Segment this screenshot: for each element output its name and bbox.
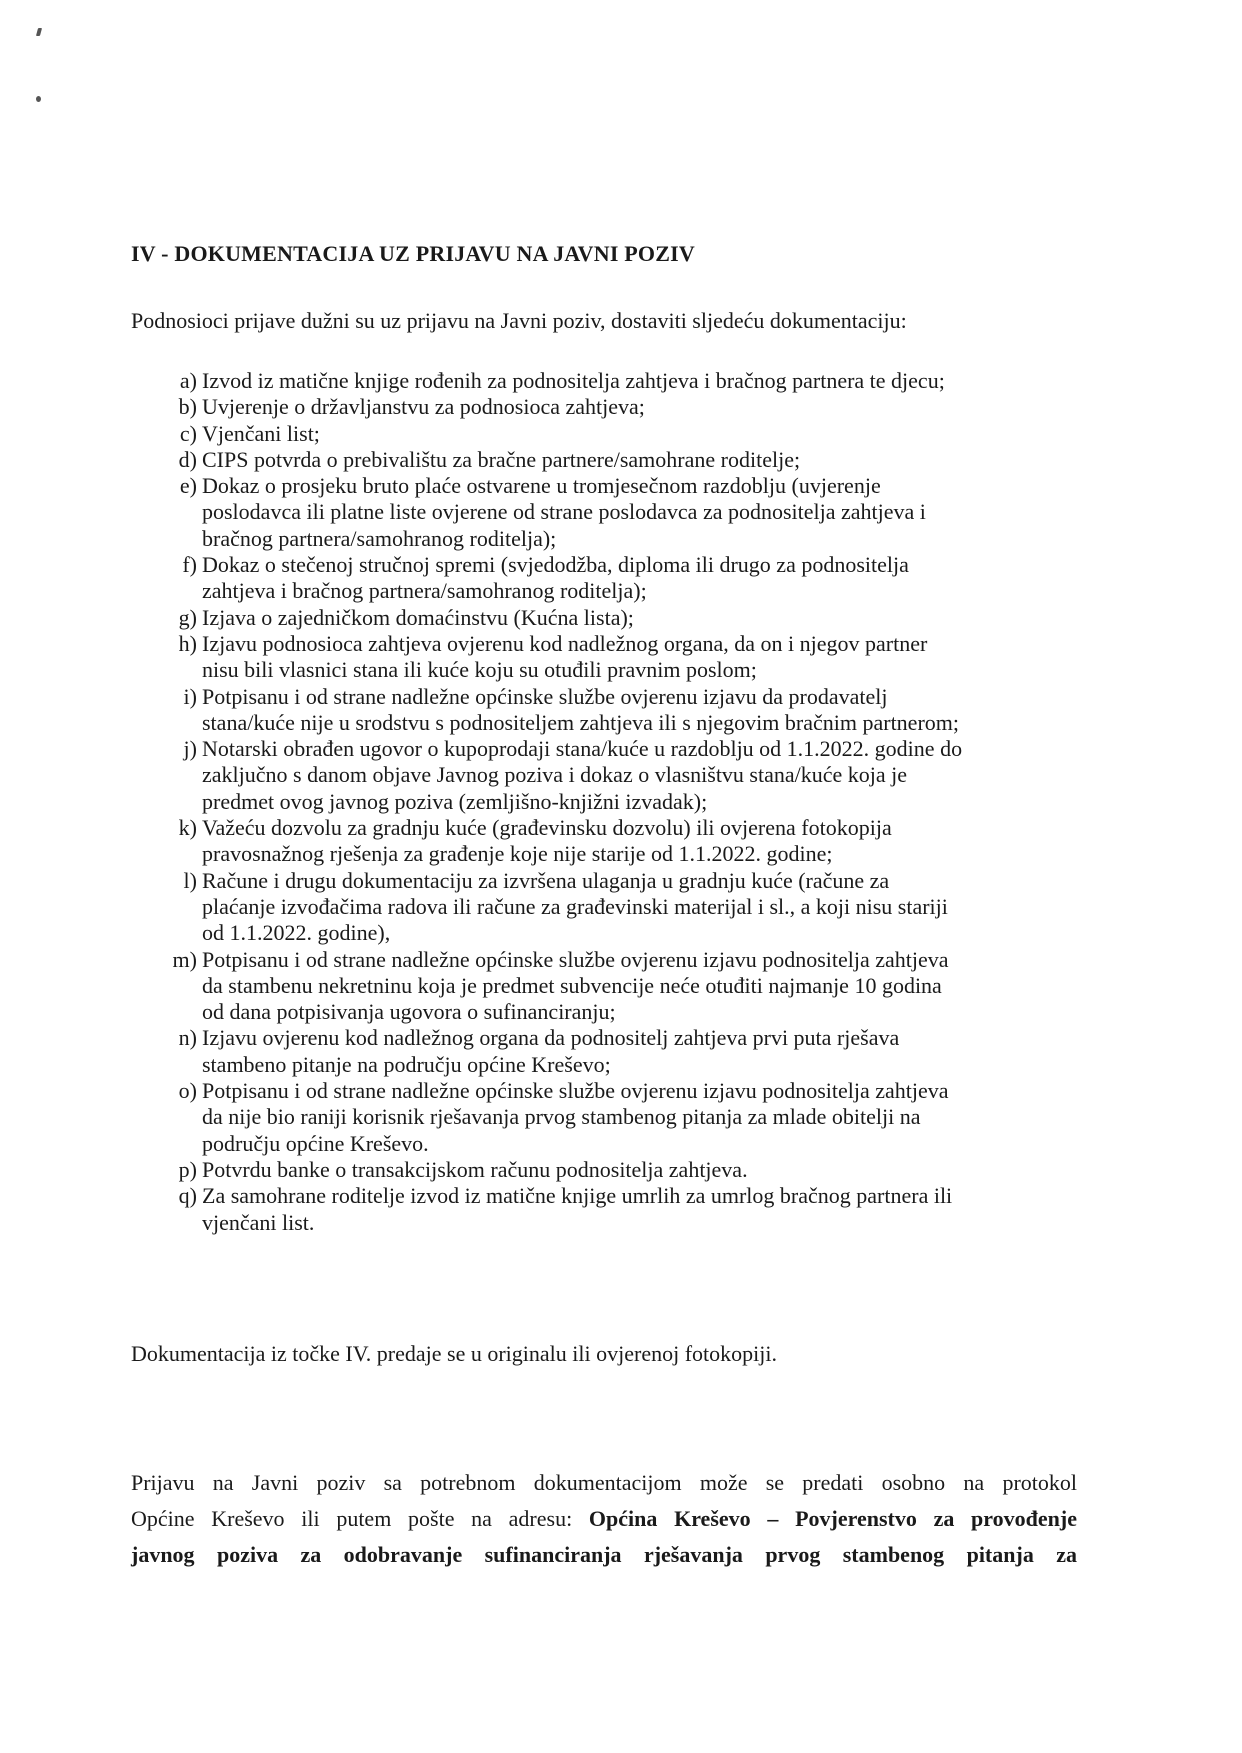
list-item — [155, 947, 1055, 1026]
list-item-letter: q) — [178, 1183, 197, 1209]
list-item-text: Račune i drugu dokumentaciju za izvršena ulaganja u gradnju kuće (račune za — [202, 867, 890, 893]
list-item-text: Za samohrane roditelje izvod iz matične knjige umrlih za umrlog bračnog partnera ili — [202, 1183, 953, 1209]
list-item — [155, 447, 1055, 473]
section-heading: IV - DOKUMENTACIJA UZ PRIJAVU NA JAVNI POZIV — [131, 241, 695, 266]
list-item-text: zahtjeva i bračnog partnera/samohranog roditelja); — [202, 578, 647, 604]
list-item-text: Izjava o zajedničkom domaćinstvu (Kućna lista); — [202, 604, 634, 630]
list-item-text: Izvod iz matične knjige rođenih za podnositelja zahtjeva i bračnog partnera te djecu; — [202, 368, 945, 393]
list-item-text: da nije bio raniji korisnik rješavanja prvog stambenog pitanja za mlade obitelji na — [202, 1104, 921, 1130]
submission-line: Prijavu na Javni poziv sa potrebnom dokumentacijom može se predati osobno na protokol — [131, 1470, 1077, 1495]
list-item-text: Dokaz o stečenoj stručnoj spremi (svjedodžba, diploma ili drugo za podnositelja — [202, 552, 909, 578]
list-item-letter: e) — [179, 473, 197, 499]
list-item-text: poslodavca ili platne liste ovjerene od strane poslodavca za podnositelja zahtjeva i — [202, 499, 926, 525]
list-item-text: da stambenu nekretninu koja je predmet subvencije neće otuđiti najmanje 10 godina — [202, 972, 942, 998]
list-item — [155, 1183, 1055, 1236]
list-item-text: Važeću dozvolu za gradnju kuće (građevinsku dozvolu) ili ovjerena fotokopija — [202, 815, 892, 841]
list-item-text: vjenčani list. — [202, 1209, 315, 1235]
list-item-text: plaćanje izvođačima radova ili račune za građevinski materijal i sl., a koji nisu stariji — [202, 893, 948, 919]
list-item-letter: k) — [178, 815, 197, 841]
list-item-text: pravosnažnog rješenja za građenje koje nije starije od 1.1.2022. godine; — [202, 841, 833, 867]
list-item-letter: a) — [179, 368, 197, 393]
intro-paragraph: Podnosioci prijave dužni su uz prijavu na Javni poziv, dostaviti sljedeću dokumentaciju: — [131, 308, 907, 333]
list-item-text: CIPS potvrda o prebivalištu za bračne partnere/samohrane roditelje; — [202, 446, 801, 472]
list-item — [155, 421, 1055, 447]
list-item-text: Uvjerenje o državljanstvu za podnosioca zahtjeva; — [202, 394, 645, 420]
list-item — [155, 868, 1055, 947]
list-item — [155, 1078, 1055, 1157]
list-item-letter: l) — [183, 867, 197, 893]
submission-text: Općine Kreševo ili putem pošte na adresu: — [131, 1506, 589, 1531]
list-item-letter: f) — [182, 552, 197, 578]
list-item — [155, 473, 1055, 552]
scan-speck — [36, 28, 42, 36]
list-item-text: Potvrdu banke o transakcijskom računu podnositelja zahtjeva. — [202, 1156, 748, 1182]
scan-speck — [36, 96, 41, 102]
list-item — [155, 736, 1055, 815]
list-item-text: predmet ovog javnog poziva (zemljišno-knjižni izvadak); — [202, 788, 708, 814]
submission-address: Općina Kreševo – Povjerenstvo za provođenje — [588, 1506, 1077, 1531]
list-item-text: Potpisanu i od strane nadležne općinske službe ovjerenu izjavu da prodavatelj — [202, 683, 888, 709]
documentation-list — [155, 368, 1055, 1236]
list-item-text: stambeno pitanje na području općine Kreševo; — [202, 1051, 611, 1077]
submission-address-continued: javnog poziva za odobravanje sufinanciranja rješavanja prvog stambenog pitanja za — [131, 1542, 1077, 1567]
list-item-text: stana/kuće nije u srodstvu s podnositeljem zahtjeva ili s njegovim bračnim partnerom; — [202, 709, 959, 735]
list-item — [155, 1157, 1055, 1183]
list-item-letter: o) — [178, 1078, 197, 1104]
list-item-letter: g) — [178, 604, 197, 630]
list-item-text: nisu bili vlasnici stana ili kuće koju su otuđili pravnim poslom; — [202, 657, 757, 683]
list-item-text: bračnog partnera/samohranog roditelja); — [202, 525, 557, 551]
list-item-letter: j) — [183, 736, 197, 762]
list-item-text: Notarski obrađen ugovor o kupoprodaji stana/kuće u razdoblju od 1.1.2022. godine do — [202, 736, 963, 762]
list-item — [155, 605, 1055, 631]
list-item-letter: b) — [178, 394, 197, 420]
list-item — [155, 1025, 1055, 1078]
list-item-text: zaključno s danom objave Javnog poziva i dokaz o vlasništvu stana/kuće koja je — [202, 762, 908, 788]
list-item — [155, 394, 1055, 420]
list-item-letter: c) — [179, 420, 197, 446]
submission-line — [131, 1501, 1077, 1537]
submission-paragraph — [131, 1465, 1077, 1573]
list-item — [155, 552, 1055, 605]
closing-note: Dokumentacija iz točke IV. predaje se u originalu ili ovjerenoj fotokopiji. — [131, 1341, 777, 1366]
list-item-text: Izjavu podnosioca zahtjeva ovjerenu kod nadležnog organa, da on i njegov partner — [202, 630, 928, 656]
list-item-letter: n) — [178, 1025, 197, 1051]
list-item-text: Potpisanu i od strane nadležne općinske službe ovjerenu izjavu podnositelja zahtjeva — [202, 1078, 949, 1104]
list-item — [155, 684, 1055, 737]
list-item-text: Dokaz o prosjeku bruto plaće ostvarene u tromjesečnom razdoblju (uvjerenje — [202, 473, 881, 499]
list-item — [155, 631, 1055, 684]
list-item-letter: h) — [178, 630, 197, 656]
list-item-letter: i) — [183, 683, 197, 709]
list-item-text: od 1.1.2022. godine), — [202, 920, 391, 946]
list-item-letter: d) — [178, 446, 197, 472]
list-item — [155, 368, 1055, 394]
list-item-letter: m) — [172, 946, 197, 972]
list-item — [155, 815, 1055, 868]
list-item-text: Potpisanu i od strane nadležne općinske službe ovjerenu izjavu podnositelja zahtjeva — [202, 946, 949, 972]
list-item-text: od dana potpisivanja ugovora o sufinanciranju; — [202, 999, 616, 1025]
list-item-letter: p) — [178, 1156, 197, 1182]
list-item-text: Izjavu ovjerenu kod nadležnog organa da podnositelj zahtjeva prvi puta rješava — [202, 1025, 900, 1051]
list-item-text: Vjenčani list; — [202, 420, 320, 446]
list-item-text: području općine Kreševo. — [202, 1130, 429, 1156]
